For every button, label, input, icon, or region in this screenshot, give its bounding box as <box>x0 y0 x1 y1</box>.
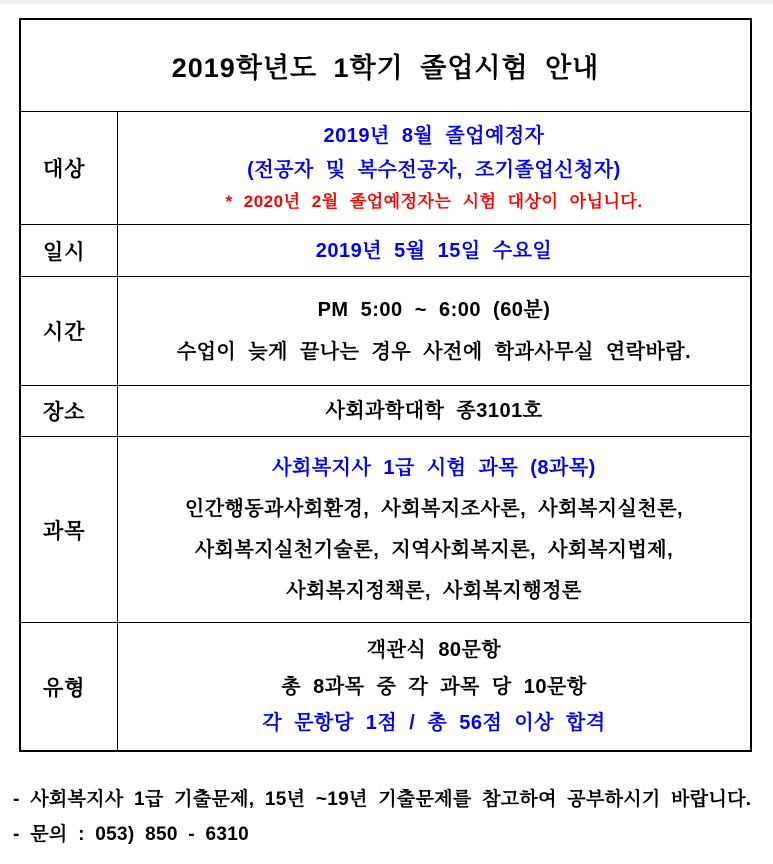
note-study-guide: - 사회복지사 1급 기출문제, 15년 ~19년 기출문제를 참고하여 공부하시기 바랍니다. <box>13 789 752 810</box>
row-content-time <box>118 277 750 385</box>
table-row-time <box>21 276 750 385</box>
type-line-2: 총 8과목 중 각 과목 당 10문항 <box>281 675 587 698</box>
table-row-date <box>21 224 750 276</box>
row-content-subject <box>118 437 750 622</box>
table-row-place <box>21 385 750 436</box>
row-content-date <box>118 225 750 276</box>
row-label-time: 시간 <box>21 277 118 385</box>
subject-line-3: 사회복지정책론, 사회복지행정론 <box>286 580 582 602</box>
time-line-1: PM 5:00 ~ 6:00 (60분) <box>317 298 551 321</box>
page-title: 2019학년도 1학기 졸업시험 안내 <box>171 53 600 83</box>
table-row-type <box>21 622 750 750</box>
time-line-2: 수업이 늦게 끝나는 경우 사전에 학과사무실 연락바람. <box>176 341 692 364</box>
date-line: 2019년 5월 15일 수요일 <box>315 239 553 262</box>
target-line-2: (전공자 및 복수전공자, 조기졸업신청자) <box>247 158 621 181</box>
row-content-type <box>118 623 750 750</box>
row-label-place: 장소 <box>21 386 118 436</box>
row-label-target: 대상 <box>21 112 118 224</box>
type-line-1: 객관식 80문항 <box>366 638 502 661</box>
table-title-row <box>21 20 750 111</box>
exam-notice-table <box>19 18 752 752</box>
subject-line-1: 인간행동과사회환경, 사회복지조사론, 사회복지실천론, <box>184 498 684 520</box>
row-label-date: 일시 <box>21 225 118 276</box>
place-line: 사회과학대학 종3101호 <box>325 400 543 422</box>
type-passing-line: 각 문항당 1점 / 총 56점 이상 합격 <box>262 712 606 735</box>
target-warning-line: * 2020년 2월 졸업예정자는 시험 대상이 아닙니다. <box>225 191 643 211</box>
row-content-place <box>118 386 750 436</box>
target-line-1: 2019년 8월 졸업예정자 <box>323 124 545 147</box>
table-row-subject <box>21 436 750 622</box>
row-label-type: 유형 <box>21 623 118 750</box>
window-top-strip <box>0 0 773 4</box>
table-row-target <box>21 111 750 224</box>
subject-line-2: 사회복지실천기술론, 지역사회복지론, 사회복지법제, <box>194 539 674 561</box>
row-content-target <box>118 112 750 224</box>
footer-notes <box>13 782 768 852</box>
subject-heading-line: 사회복지사 1급 시험 과목 (8과목) <box>272 457 596 479</box>
row-label-subject: 과목 <box>21 437 118 622</box>
note-contact-phone: - 문의 : 053) 850 - 6310 <box>13 824 249 845</box>
